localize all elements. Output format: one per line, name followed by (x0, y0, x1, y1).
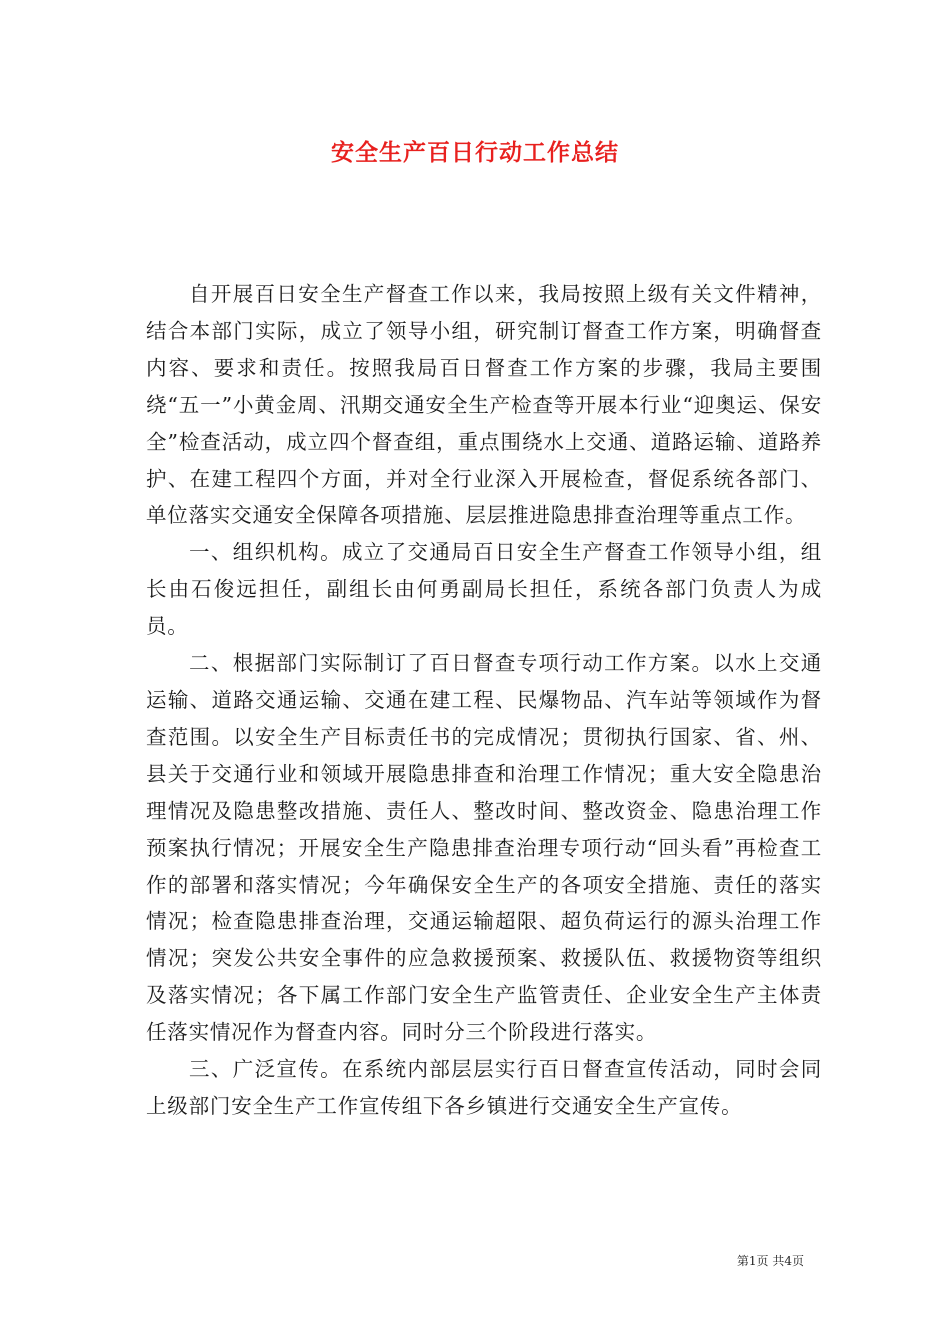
page-number (737, 1252, 804, 1269)
document-body (146, 276, 822, 1125)
page-number-middle: 页 共 (756, 1254, 785, 1268)
page-number-suffix: 页 (791, 1254, 804, 1268)
paragraph-plan: 二、根据部门实际制订了百日督查专项行动工作方案。以水上交通运输、道路交通运输、交通在建工程、民爆物品、汽车站等领域作为督查范围。以安全生产目标责任书的完成情况；贯彻执行国家、省、州、县关于交通行业和领域开展隐患排查和治理工作情况；重大安全隐患治理情况及隐患整改措施、责任人、整改时间、整改资金、隐患治理工作预案执行情况；开展安全生产隐患排查治理专项行动“回头看”再检查工作的部署和落实情况；今年确保安全生产的各项安全措施、责任的落实情况；检查隐患排查治理，交通运输超限、超负荷运行的源头治理工作情况；突发公共安全事件的应急救援预案、救援队伍、救援物资等组织及落实情况；各下属工作部门安全生产监管责任、企业安全生产主体责任落实情况作为督查内容。同时分三个阶段进行落实。 (146, 651, 822, 1045)
page-number-prefix: 第 (736, 1254, 749, 1268)
paragraph-intro: 自开展百日安全生产督查工作以来，我局按照上级有关文件精神，结合本部门实际，成立了领导小组，研究制订督查工作方案，明确督查内容、要求和责任。按照我局百日督查工作方案的步骤，我局主要围绕“五一”小黄金周、汛期交通安全生产检查等开展本行业“迎奥运、保安全”检查活动，成立四个督查组，重点围绕水上交通、道路运输、道路养护、在建工程四个方面，并对全行业深入开展检查，督促系统各部门、单位落实交通安全保障各项措施、层层推进隐患排查治理等重点工作。 (146, 282, 822, 528)
page-number-current: 1 (748, 1254, 757, 1268)
paragraph-organization: 一、组织机构。成立了交通局百日安全生产督查工作领导小组，组长由石俊远担任，副组长由何勇副局长担任，系统各部门负责人为成员。 (146, 540, 822, 639)
paragraph-publicity: 三、广泛宣传。在系统内部层层实行百日督查宣传活动，同时会同上级部门安全生产工作宣传组下各乡镇进行交通安全生产宣传。 (146, 1057, 822, 1118)
document-title: 安全生产百日行动工作总结 (331, 139, 619, 166)
page-number-total: 4 (784, 1254, 792, 1268)
